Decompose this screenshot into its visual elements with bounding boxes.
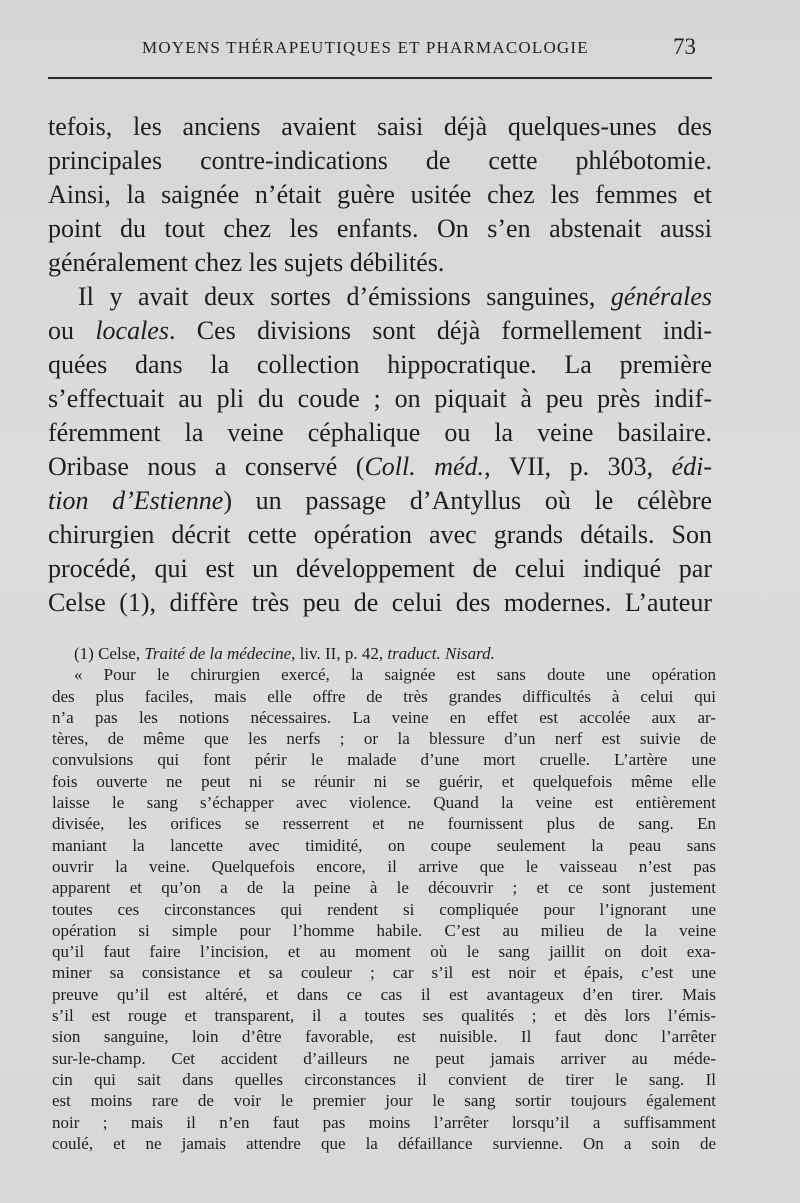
italic-term: édi- bbox=[671, 452, 713, 481]
italic-term: locales bbox=[95, 316, 169, 345]
footnote-marker: (1) Celse, bbox=[74, 644, 145, 663]
footnote-line: qu’il faut faire l’incision, et au moment où le sang jaillit on doit exa- bbox=[52, 942, 716, 962]
running-title: MOYENS THÉRAPEUTIQUES ET PHARMACOLOGIE bbox=[142, 38, 589, 57]
footnote-line: maniant la lancette avec timidité, on coupe seulement la peau sans bbox=[52, 835, 716, 855]
footnote-line: convulsions qui font périr le malade d’une mort cruelle. L’artère une bbox=[52, 750, 716, 770]
footnote-line: fois ouverte ne peut ni se réunir ni se guérir, et quelquefois même elle bbox=[52, 771, 716, 791]
text-segment: , VII, p. 303, bbox=[484, 452, 672, 481]
footnote-line: toutes ces circonstances qui rendent si compliquée pour l’ignorant une bbox=[52, 899, 716, 919]
text-segment: . Ces divisions sont déjà formellement indi- bbox=[168, 316, 713, 345]
text-segment: , liv. II, p. 42, bbox=[291, 644, 388, 663]
footnote-line: des plus faciles, mais elle offre de très grandes difficultés à celui qui bbox=[52, 686, 716, 706]
italic-term: tion d’Estienne bbox=[48, 486, 224, 515]
footnote-line: « Pour le chirurgien exercé, la saignée est sans doute une opération bbox=[74, 665, 716, 685]
text-line: Ainsi, la saignée n’était guère usitée chez les femmes et bbox=[48, 180, 712, 209]
footnote-line: coulé, et ne jamais attendre que la défaillance survienne. On a soin de bbox=[52, 1133, 716, 1153]
page-header bbox=[48, 36, 712, 70]
text-line: point du tout chez les enfants. On s’en abstenait aussi bbox=[48, 214, 712, 243]
footnote-line: miner sa consistance et sa couleur ; car s’il est noir et épais, c’est une bbox=[52, 963, 716, 983]
footnote-line: divisée, les orifices se resserrent et ne fournissent plus de sang. En bbox=[52, 814, 716, 834]
footnote-line: laisse le sang s’échapper avec violence. Quand la veine est entièrement bbox=[52, 793, 716, 813]
footnote-line: est moins rare de voir le premier jour le sang sortir toujours également bbox=[52, 1091, 716, 1111]
text-segment: ) un passage d’Antyllus où le célèbre bbox=[223, 486, 712, 515]
footnote-line: opération si simple pour l’homme habile. C’est au milieu de la veine bbox=[52, 920, 716, 940]
footnote-line: ouvrir la veine. Quelquefois encore, il arrive que le vaisseau n’est pas bbox=[52, 856, 716, 876]
footnote-line: sur-le-champ. Cet accident d’ailleurs ne peut jamais arriver au méde- bbox=[52, 1048, 716, 1068]
footnote bbox=[52, 643, 716, 1154]
page-number: 73 bbox=[673, 34, 696, 59]
footnote-line: s’il est rouge et transparent, il a toutes ses qualités ; et dès lors l’émis- bbox=[52, 1006, 716, 1026]
main-text bbox=[48, 110, 712, 620]
text-segment: Oribase nous a conservé ( bbox=[48, 452, 365, 481]
footnote-line: sion sanguine, loin d’être favorable, est nuisible. Il faut donc l’arrêter bbox=[52, 1027, 716, 1047]
footnote-line: preuve qu’il est altéré, et dans ce cas il est avantageux d’en tirer. Mais bbox=[52, 984, 716, 1004]
text-line: principales contre-indications de cette phlébotomie. bbox=[48, 146, 712, 175]
footnote-line bbox=[52, 643, 716, 664]
text-line: procédé, qui est un développement de celui indiqué par bbox=[48, 554, 712, 583]
header-rule bbox=[48, 77, 712, 79]
text-line: féremment la veine céphalique ou la veine basilaire. bbox=[48, 418, 712, 447]
footnote-line: n’a pas les notions nécessaires. La veine en effet est accolée aux ar- bbox=[52, 707, 716, 727]
text-line: quées dans la collection hippocratique. La première bbox=[48, 350, 712, 379]
text-line: généralement chez les sujets débilités. bbox=[48, 248, 445, 277]
italic-title: Traité de la médecine bbox=[144, 644, 292, 663]
text-line: chirurgien décrit cette opération avec grands détails. Son bbox=[48, 520, 712, 549]
text-segment: ou bbox=[48, 316, 96, 345]
text-line bbox=[48, 484, 712, 518]
text-line: s’effectuait au pli du coude ; on piquait à peu près indif- bbox=[48, 384, 712, 413]
italic-citation: Coll. méd. bbox=[364, 452, 485, 481]
italic-term: générales bbox=[610, 282, 712, 311]
footnote-line: cin qui sait dans quelles circonstances il convient de tirer le sang. Il bbox=[52, 1069, 716, 1089]
text-segment: Il y avait deux sortes d’émissions sanguines, bbox=[78, 282, 611, 311]
text-line: tefois, les anciens avaient saisi déjà quelques-unes des bbox=[48, 112, 712, 141]
text-line bbox=[48, 450, 712, 484]
text-line bbox=[48, 314, 712, 348]
text-line bbox=[48, 280, 712, 314]
footnote-line: tères, de même que les nerfs ; or la blessure d’un nerf est suivie de bbox=[52, 729, 716, 749]
footnote-line: apparent et qu’on a de la peine à le découvrir ; et ce sont justement bbox=[52, 878, 716, 898]
text-line: Celse (1), diffère très peu de celui des modernes. L’auteur bbox=[48, 588, 712, 617]
italic-translation: traduct. Nisard. bbox=[387, 644, 495, 663]
footnote-line: noir ; mais il n’en faut pas moins l’arrêter lorsqu’il a suffisamment bbox=[52, 1112, 716, 1132]
